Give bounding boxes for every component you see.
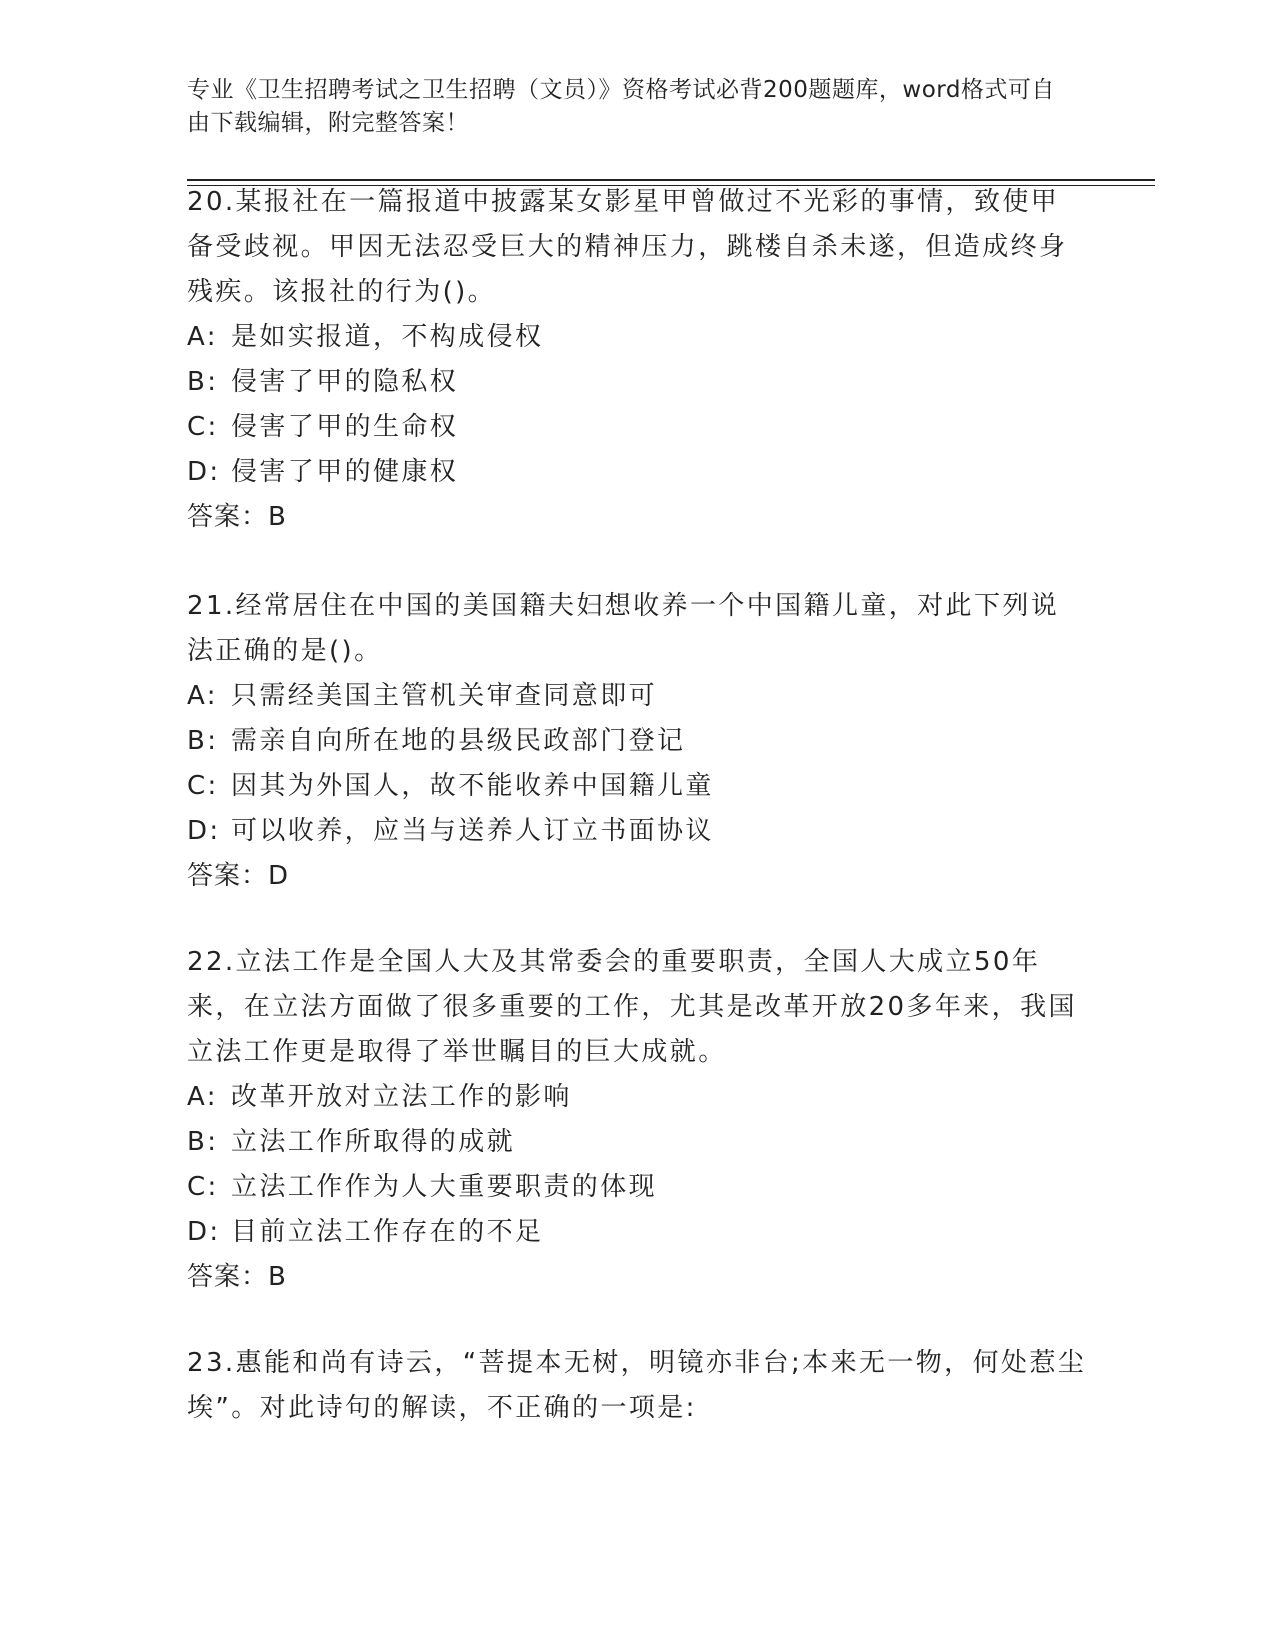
question-stem: 23.惠能和尚有诗云，“菩提本无树，明镜亦非台;本来无一物，何处惹尘埃”。对此诗句的解读，不正确的一项是: <box>187 1348 1087 1423</box>
option-letter: A: <box>187 1082 218 1112</box>
option-b <box>187 360 1087 405</box>
option-c <box>187 764 1087 809</box>
option-c <box>187 405 1087 450</box>
option-text: 立法工作所取得的成就 <box>231 1127 516 1157</box>
question-23 <box>187 1341 1087 1431</box>
answer-label: 答案：B <box>187 1262 287 1292</box>
option-letter: C: <box>187 412 219 442</box>
option-b <box>187 1120 1087 1165</box>
option-text: 侵害了甲的生命权 <box>231 412 459 442</box>
question-22 <box>187 940 1087 1300</box>
option-letter: B: <box>187 726 219 756</box>
option-text: 只需经美国主管机关审查同意即可 <box>231 681 658 711</box>
answer-label: 答案：B <box>187 502 287 532</box>
option-d <box>187 450 1087 495</box>
option-text: 是如实报道，不构成侵权 <box>231 322 544 352</box>
option-d <box>187 809 1087 854</box>
option-letter: B: <box>187 367 219 397</box>
option-a <box>187 674 1087 719</box>
option-letter: C: <box>187 1172 219 1202</box>
answer-label: 答案：D <box>187 861 290 891</box>
option-letter: D: <box>187 816 221 846</box>
option-letter: D: <box>187 457 221 487</box>
option-letter: B: <box>187 1127 219 1157</box>
option-letter: D: <box>187 1217 221 1247</box>
question-stem: 21.经常居住在中国的美国籍夫妇想收养一个中国籍儿童，对此下列说法正确的是()。 <box>187 591 1060 666</box>
question-21 <box>187 584 1087 899</box>
option-a <box>187 1075 1087 1120</box>
option-text: 立法工作作为人大重要职责的体现 <box>231 1172 658 1202</box>
option-text: 需亲自向所在地的县级民政部门登记 <box>231 726 686 756</box>
question-20 <box>187 180 1087 540</box>
option-letter: A: <box>187 322 218 352</box>
option-letter: A: <box>187 681 218 711</box>
option-text: 侵害了甲的隐私权 <box>231 367 459 397</box>
question-stem: 22.立法工作是全国人大及其常委会的重要职责，全国人大成立50年来，在立法方面做了很多重要的工作，尤其是改革开放20多年来，我国立法工作更是取得了举世瞩目的巨大成就。 <box>187 947 1077 1067</box>
option-text: 侵害了甲的健康权 <box>231 457 459 487</box>
question-stem: 20.某报社在一篇报道中披露某女影星甲曾做过不光彩的事情，致使甲备受歧视。甲因无法忍受巨大的精神压力，跳楼自杀未遂，但造成终身残疾。该报社的行为()。 <box>187 187 1068 307</box>
option-b <box>187 719 1087 764</box>
option-text: 目前立法工作存在的不足 <box>231 1217 544 1247</box>
option-letter: C: <box>187 771 219 801</box>
option-text: 因其为外国人，故不能收养中国籍儿童 <box>231 771 714 801</box>
option-text: 改革开放对立法工作的影响 <box>231 1082 572 1112</box>
option-a <box>187 315 1087 360</box>
option-c <box>187 1165 1087 1210</box>
option-text: 可以收养，应当与送养人订立书面协议 <box>231 816 714 846</box>
option-d <box>187 1210 1087 1255</box>
document-header: 专业《卫生招聘考试之卫生招聘（文员）》资格考试必背200题题库，word格式可自由下载编辑，附完整答案！ <box>187 77 1055 136</box>
